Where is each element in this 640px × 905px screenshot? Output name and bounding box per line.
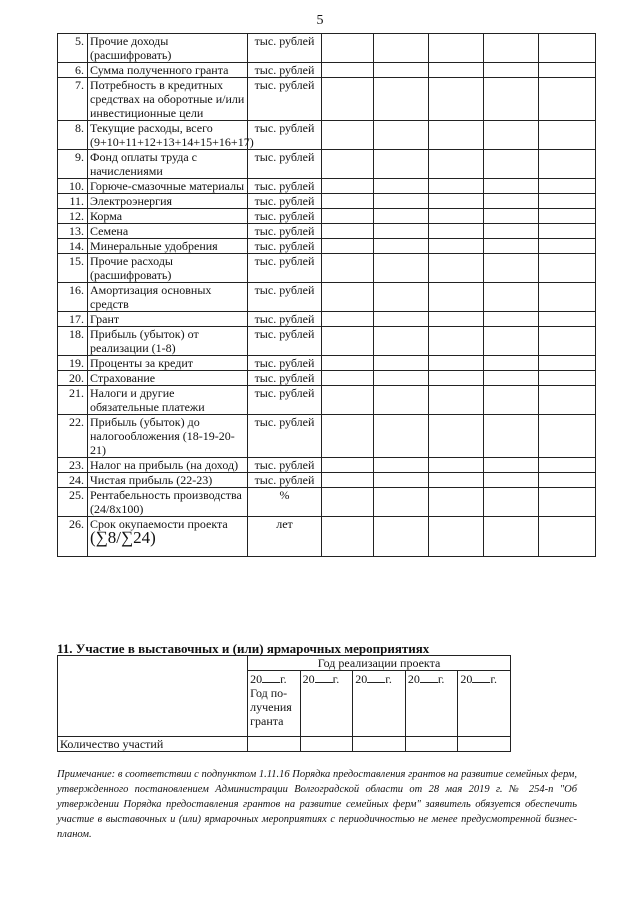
year-cell[interactable]: 20 г. Год по-лучения гранта: [248, 671, 301, 737]
value-cell[interactable]: [539, 224, 596, 239]
row-unit: лет: [248, 517, 322, 557]
year-cell[interactable]: 20 г.: [405, 671, 458, 737]
table-row: [58, 179, 596, 194]
value-cell[interactable]: [374, 386, 429, 415]
value-cell[interactable]: [322, 194, 374, 209]
value-cell[interactable]: [429, 63, 484, 78]
row-label: Проценты за кредит: [88, 356, 248, 371]
value-cell[interactable]: [322, 121, 374, 150]
table-row: [58, 78, 596, 121]
value-cell[interactable]: [539, 312, 596, 327]
value-cell[interactable]: [484, 473, 539, 488]
row-unit: тыс. рублей: [248, 209, 322, 224]
row-number: 11.: [58, 194, 88, 209]
table-row: [58, 371, 596, 386]
value-cell[interactable]: [484, 209, 539, 224]
value-cell[interactable]: [484, 517, 539, 557]
value-cell[interactable]: [322, 312, 374, 327]
row-label-text: Срок окупаемости проекта: [90, 517, 228, 531]
table-header-row: [58, 656, 511, 671]
value-cell[interactable]: [484, 63, 539, 78]
footnote: Примечание: в соответствии с подпунктом 1.11.16 Порядка предоставления грантов на развитие семейных ферм, утвержденного постановлением Администрации Волгоградской области от 28 мая 2019 г. № 254-п "Об утверждении Порядка предоставления грантов на развитие семейных ферм" заявитель обязуется обеспечить участие в выставочных и (или) ярмарочных мероприятиях с периодичностью не менее предусмотренной бизнес-планом.: [57, 769, 577, 840]
value-cell[interactable]: [322, 209, 374, 224]
row-label: Прочие доходы (расшифровать): [88, 34, 248, 63]
row-number: 7.: [58, 78, 88, 121]
value-cell[interactable]: [322, 63, 374, 78]
row-label: Количество участий: [58, 737, 248, 752]
row-number: 19.: [58, 356, 88, 371]
value-cell[interactable]: [484, 224, 539, 239]
value-cell[interactable]: [429, 415, 484, 458]
row-label: Потребность в кредитных средствах на оборотные и/или инвестиционные цели: [88, 78, 248, 121]
row-number: 17.: [58, 312, 88, 327]
row-label: Фонд оплаты труда с начислениями: [88, 150, 248, 179]
value-cell[interactable]: [539, 517, 596, 557]
table-row: [58, 34, 596, 63]
value-cell[interactable]: [322, 283, 374, 312]
value-cell[interactable]: [374, 78, 429, 121]
value-cell[interactable]: [429, 356, 484, 371]
row-unit: тыс. рублей: [248, 179, 322, 194]
row-unit: тыс. рублей: [248, 78, 322, 121]
row-number: 10.: [58, 179, 88, 194]
row-number: 8.: [58, 121, 88, 150]
row-unit: тыс. рублей: [248, 254, 322, 283]
value-cell[interactable]: [322, 488, 374, 517]
value-cell[interactable]: [429, 473, 484, 488]
row-unit: тыс. рублей: [248, 356, 322, 371]
value-cell[interactable]: [484, 371, 539, 386]
value-cell[interactable]: [429, 283, 484, 312]
value-cell[interactable]: [322, 386, 374, 415]
table-row: [58, 415, 596, 458]
row-number: 6.: [58, 63, 88, 78]
value-cell[interactable]: [539, 150, 596, 179]
row-unit: тыс. рублей: [248, 371, 322, 386]
row-number: 15.: [58, 254, 88, 283]
value-cell[interactable]: [458, 737, 511, 752]
value-cell[interactable]: [539, 327, 596, 356]
value-cell[interactable]: [322, 239, 374, 254]
value-cell[interactable]: [322, 224, 374, 239]
row-label: Страхование: [88, 371, 248, 386]
value-cell[interactable]: [374, 488, 429, 517]
section-title: 11. Участие в выставочных и (или) ярмарочных мероприятиях: [57, 641, 430, 656]
value-cell[interactable]: [539, 473, 596, 488]
value-cell[interactable]: [484, 194, 539, 209]
row-unit: тыс. рублей: [248, 473, 322, 488]
row-label: Текущие расходы, всего (9+10+11+12+13+14+15+16+17): [88, 121, 248, 150]
row-label: Прибыль (убыток) до налогообложения (18-19-20-21): [88, 415, 248, 458]
row-number: 26.: [58, 517, 88, 557]
row-unit: тыс. рублей: [248, 121, 322, 150]
value-cell[interactable]: [484, 179, 539, 194]
row-unit: тыс. рублей: [248, 386, 322, 415]
year-header: Год реализации проекта: [248, 656, 511, 671]
value-cell[interactable]: [484, 121, 539, 150]
value-cell[interactable]: [539, 239, 596, 254]
value-cell[interactable]: [374, 34, 429, 63]
value-cell[interactable]: [322, 78, 374, 121]
table-row: [58, 312, 596, 327]
table-row: [58, 224, 596, 239]
grant-year-caption: Год по-лучения гранта: [250, 686, 292, 728]
value-cell[interactable]: [539, 63, 596, 78]
value-cell[interactable]: [429, 34, 484, 63]
row-label: Электроэнергия: [88, 194, 248, 209]
row-unit: тыс. рублей: [248, 239, 322, 254]
value-cell[interactable]: [322, 179, 374, 194]
value-cell[interactable]: [429, 517, 484, 557]
financial-indicators-table: [57, 33, 596, 557]
value-cell[interactable]: [429, 121, 484, 150]
table-row: [58, 386, 596, 415]
row-unit: тыс. рублей: [248, 312, 322, 327]
exhibition-table: [57, 655, 511, 752]
payback-formula: (∑8/∑24): [90, 528, 156, 547]
table-row: [58, 254, 596, 283]
value-cell[interactable]: [539, 386, 596, 415]
value-cell[interactable]: [429, 194, 484, 209]
value-cell[interactable]: [374, 458, 429, 473]
value-cell[interactable]: [539, 209, 596, 224]
value-cell[interactable]: [374, 473, 429, 488]
row-label: Горюче-смазочные материалы: [88, 179, 248, 194]
table-row: [58, 239, 596, 254]
value-cell[interactable]: [539, 488, 596, 517]
value-cell[interactable]: [374, 63, 429, 78]
row-label: Минеральные удобрения: [88, 239, 248, 254]
value-cell[interactable]: [374, 179, 429, 194]
value-cell[interactable]: [429, 150, 484, 179]
row-unit: тыс. рублей: [248, 150, 322, 179]
value-cell[interactable]: [484, 415, 539, 458]
table-row: [58, 517, 596, 557]
value-cell[interactable]: [374, 371, 429, 386]
value-cell[interactable]: [429, 386, 484, 415]
table-row: [58, 150, 596, 179]
row-number: 12.: [58, 209, 88, 224]
row-label: Чистая прибыль (22-23): [88, 473, 248, 488]
value-cell[interactable]: [374, 312, 429, 327]
value-cell[interactable]: [484, 283, 539, 312]
row-unit: тыс. рублей: [248, 63, 322, 78]
row-label: Прибыль (убыток) от реализации (1-8): [88, 327, 248, 356]
value-cell[interactable]: [539, 121, 596, 150]
value-cell[interactable]: [374, 415, 429, 458]
row-number: 25.: [58, 488, 88, 517]
value-cell[interactable]: [322, 473, 374, 488]
value-cell[interactable]: [374, 239, 429, 254]
row-unit: тыс. рублей: [248, 194, 322, 209]
row-unit: тыс. рублей: [248, 224, 322, 239]
empty-header-cell: [58, 656, 248, 737]
value-cell[interactable]: [429, 327, 484, 356]
table-row: [58, 121, 596, 150]
value-cell[interactable]: [374, 517, 429, 557]
value-cell[interactable]: [353, 737, 406, 752]
table-row: [58, 473, 596, 488]
value-cell[interactable]: [539, 458, 596, 473]
value-cell[interactable]: [539, 415, 596, 458]
value-cell[interactable]: [429, 254, 484, 283]
row-label: Рентабельность производства (24/8x100): [88, 488, 248, 517]
table-row: [58, 356, 596, 371]
value-cell[interactable]: [429, 458, 484, 473]
value-cell[interactable]: [322, 415, 374, 458]
row-number: 13.: [58, 224, 88, 239]
row-label: Корма: [88, 209, 248, 224]
value-cell[interactable]: [539, 78, 596, 121]
value-cell[interactable]: [322, 254, 374, 283]
row-number: 20.: [58, 371, 88, 386]
value-cell[interactable]: [429, 239, 484, 254]
value-cell[interactable]: [322, 371, 374, 386]
row-unit: тыс. рублей: [248, 327, 322, 356]
row-unit: тыс. рублей: [248, 283, 322, 312]
table-row: [58, 488, 596, 517]
value-cell[interactable]: [484, 150, 539, 179]
value-cell[interactable]: [374, 356, 429, 371]
row-number: 16.: [58, 283, 88, 312]
value-cell[interactable]: [322, 327, 374, 356]
value-cell[interactable]: [484, 458, 539, 473]
value-cell[interactable]: [374, 254, 429, 283]
year-cell[interactable]: 20 г.: [458, 671, 511, 737]
row-label: Налоги и другие обязательные платежи: [88, 386, 248, 415]
value-cell[interactable]: [248, 737, 301, 752]
year-cell[interactable]: 20 г.: [353, 671, 406, 737]
value-cell[interactable]: [374, 121, 429, 150]
value-cell[interactable]: [429, 488, 484, 517]
value-cell[interactable]: [484, 78, 539, 121]
value-cell[interactable]: [429, 312, 484, 327]
value-cell[interactable]: [322, 517, 374, 557]
row-unit: тыс. рублей: [248, 458, 322, 473]
row-number: 14.: [58, 239, 88, 254]
value-cell[interactable]: [322, 458, 374, 473]
row-label: Прочие расходы (расшифровать): [88, 254, 248, 283]
value-cell[interactable]: [429, 209, 484, 224]
table-row: [58, 63, 596, 78]
value-cell[interactable]: [374, 224, 429, 239]
row-label: Налог на прибыль (на доход): [88, 458, 248, 473]
row-number: 5.: [58, 34, 88, 63]
row-label: Семена: [88, 224, 248, 239]
value-cell[interactable]: [429, 78, 484, 121]
value-cell[interactable]: [539, 356, 596, 371]
row-number: 21.: [58, 386, 88, 415]
value-cell[interactable]: [374, 150, 429, 179]
value-cell[interactable]: [374, 327, 429, 356]
value-cell[interactable]: [374, 209, 429, 224]
value-cell[interactable]: [374, 194, 429, 209]
value-cell[interactable]: [300, 737, 353, 752]
value-cell[interactable]: [484, 254, 539, 283]
table-row: [58, 194, 596, 209]
row-number: 22.: [58, 415, 88, 458]
value-cell[interactable]: [484, 239, 539, 254]
value-cell[interactable]: [374, 283, 429, 312]
row-label: Сумма полученного гранта: [88, 63, 248, 78]
value-cell[interactable]: [429, 179, 484, 194]
value-cell[interactable]: [405, 737, 458, 752]
value-cell[interactable]: [539, 371, 596, 386]
table-row: [58, 737, 511, 752]
row-label: Амортизация основных средств: [88, 283, 248, 312]
value-cell[interactable]: [484, 327, 539, 356]
row-number: 9.: [58, 150, 88, 179]
row-unit: тыс. рублей: [248, 415, 322, 458]
value-cell[interactable]: [539, 254, 596, 283]
value-cell[interactable]: [539, 283, 596, 312]
row-label: Грант: [88, 312, 248, 327]
value-cell[interactable]: [429, 371, 484, 386]
value-cell[interactable]: [539, 34, 596, 63]
value-cell[interactable]: [539, 179, 596, 194]
row-number: 24.: [58, 473, 88, 488]
row-unit: %: [248, 488, 322, 517]
value-cell[interactable]: [322, 356, 374, 371]
row-unit: тыс. рублей: [248, 34, 322, 63]
value-cell[interactable]: [322, 34, 374, 63]
row-label: [88, 517, 248, 557]
value-cell[interactable]: [539, 194, 596, 209]
year-cell[interactable]: 20 г.: [300, 671, 353, 737]
value-cell[interactable]: [484, 386, 539, 415]
value-cell[interactable]: [322, 150, 374, 179]
row-number: 18.: [58, 327, 88, 356]
row-number: 23.: [58, 458, 88, 473]
page-number: 5: [316, 13, 324, 28]
table-row: [58, 327, 596, 356]
value-cell[interactable]: [484, 356, 539, 371]
table-row: [58, 209, 596, 224]
table-row: [58, 458, 596, 473]
value-cell[interactable]: [484, 488, 539, 517]
value-cell[interactable]: [484, 34, 539, 63]
value-cell[interactable]: [484, 312, 539, 327]
value-cell[interactable]: [429, 224, 484, 239]
table-row: [58, 283, 596, 312]
